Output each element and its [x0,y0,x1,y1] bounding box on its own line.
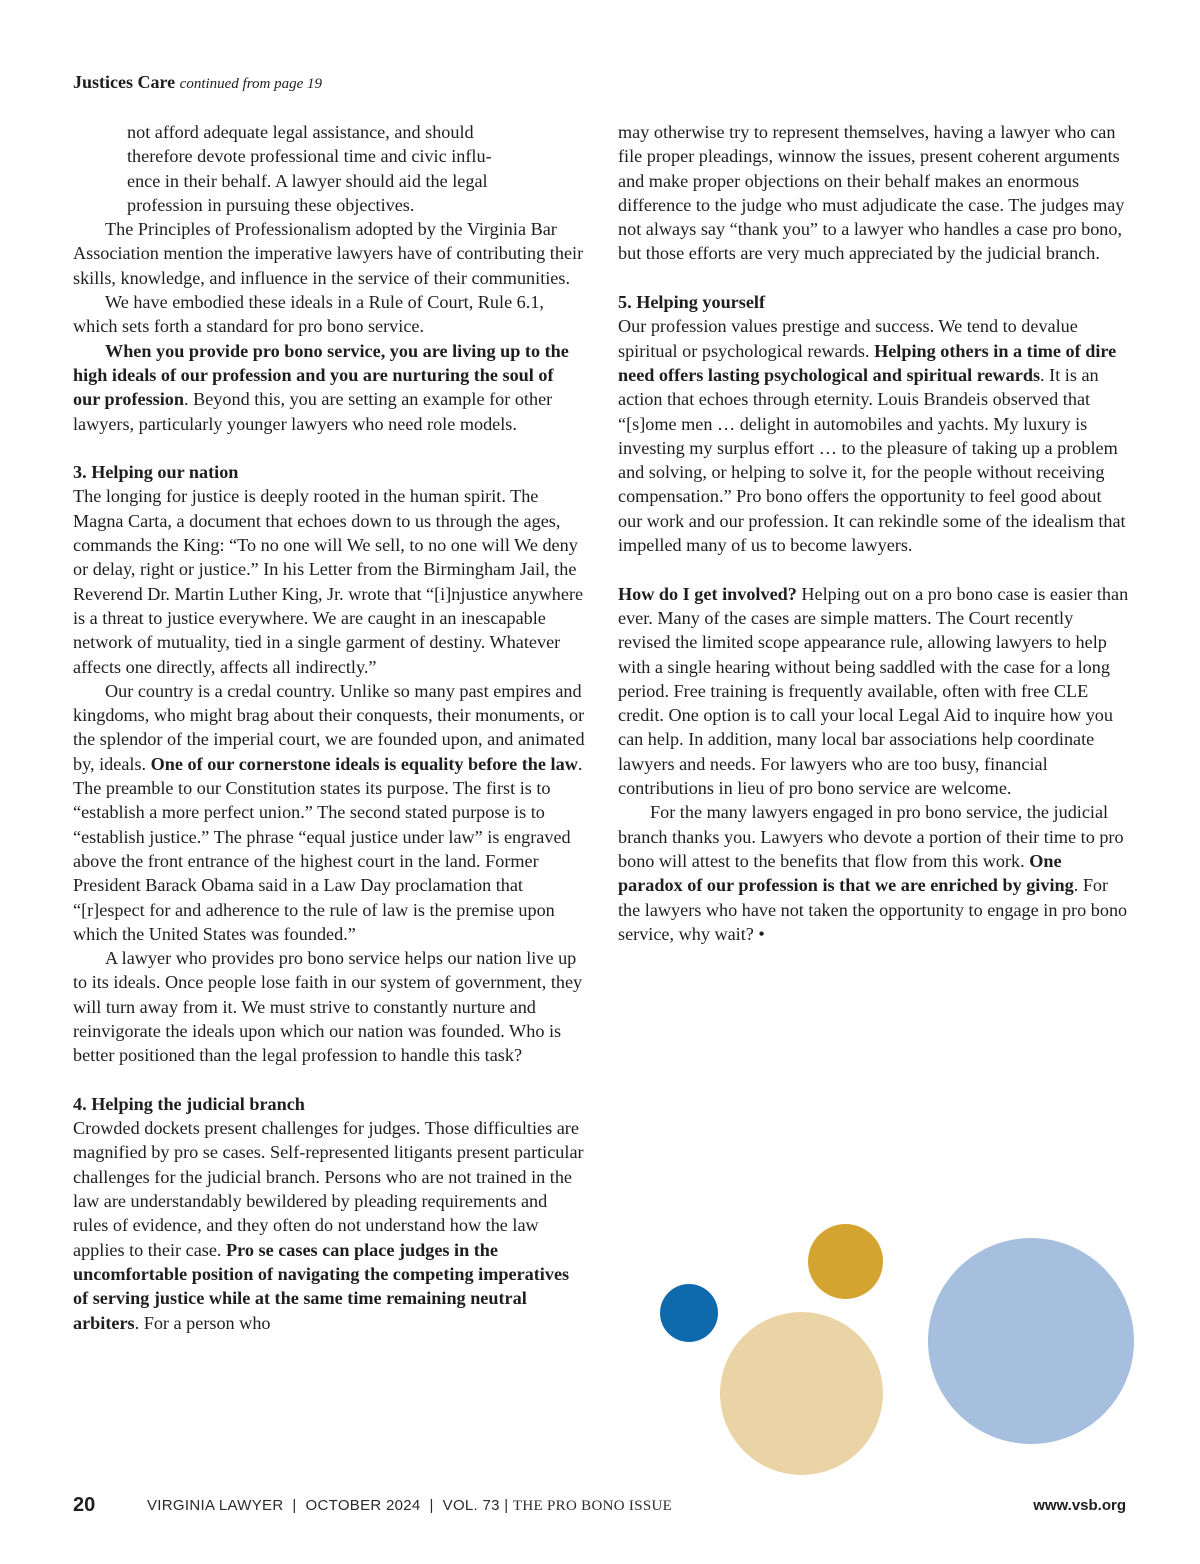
decorative-circle-blue [660,1284,718,1342]
paragraph-text: Our profession values prestige and success. We tend to devalue spiritual or psychological rewards. [618,316,1078,361]
quote-line: not afford adequate legal assistance, and should [127,122,474,142]
quote-line: profession in pursuing these objectives. [127,194,415,215]
section-heading-yourself: 5. Helping yourself [618,292,766,313]
paragraph-text: . For a person who [134,1312,271,1333]
paragraph-text: Crowded dockets present challenges for judges. Those difficulties are magnified by pro se cases. Self-represented litigants present particular challenges for the judicial branch. Persons who are not trained in the law are understandably bewildered by pleading requirements and rules of evidence, and they often do not understand how the law applies to their case. [73,1118,584,1260]
quote-line: ence in their behalf. A lawyer should aid the legal [127,170,488,191]
bold-emphasis: Pro se cases can place judges in the uncomfortable position of navigating the competing imperatives of serving justice while at the same time remaining neutral arbiters [73,1239,570,1333]
paragraph-yourself [618,314,1130,557]
left-column [73,120,585,1335]
decorative-circle-light-blue [928,1238,1134,1444]
paragraph-principles: The Principles of Professionalism adopted by the Virginia Bar Association mention the imperative lawyers have of contributing their skills, knowledge, and influence in the service of their communities. [73,219,584,288]
decorative-circle-tan [720,1312,883,1475]
paragraph-text: . It is an action that echoes through eternity. Louis Brandeis observed that “[s]ome men … delight in automobiles and yachts. My luxury is investing my surplus effort … to the pleasure of taking up a problem and solving, or helping to solve it, for the people without receiving compensation.” Pro bono offers the opportunity to feel good about our work and our profession. It can rekindle some of the idealism that impelled many of us to become lawyers. [618,364,1126,556]
article-title: Justices Care [73,72,176,92]
paragraph-nation-1: The longing for justice is deeply rooted in the human spirit. The Magna Carta, a document that echoes down to us through the ages, commands the King: “To no one will We sell, to no one will We deny or delay, right or justice.” In his Letter from the Birmingham Jail, the Reverend Dr. Martin Luther King, Jr. wrote that “[i]njustice anywhere is a threat to justice everywhere. We are caught in an inescapable network of mutuality, tied in a single garment of destiny. Whatever affects one directly, affects all indirectly.” [73,486,584,677]
publication-info [147,1497,672,1515]
website-link[interactable]: www.vsb.org [1033,1497,1126,1514]
running-head [73,70,322,96]
paragraph-nation-2 [73,679,585,946]
paragraph-text: Our country is a credal country. Unlike so many past empires and kingdoms, who might brag about their conquests, their monuments, or the splendor of the imperial court, we are founded upon, and animated by, ideals. [73,680,585,774]
page-footer [0,1494,1200,1518]
paragraph-judicial [73,1116,585,1335]
bold-emphasis: When you provide pro bono service, you are living up to the high ideals of our profession and you are nurturing the soul of our profession [73,340,569,410]
paragraph-rule: We have embodied these ideals in a Rule of Court, Rule 6.1, which sets forth a standard for pro bono service. [73,292,544,337]
paragraph-living-up [73,339,585,436]
paragraph-judicial-cont: may otherwise try to represent themselves, having a lawyer who can file proper pleadings, winnow the issues, present coherent arguments and make proper objections on their behalf makes an enormous difference to the judge who must adjudicate the case. The judges may not always say “thank you” to a lawyer who handles a case pro bono, but those efforts are very much appreciated by the judicial branch. [618,122,1125,264]
section-heading-nation: 3. Helping our nation [73,462,239,483]
quoted-rule-block [73,120,585,217]
page-number: 20 [73,1494,96,1516]
bold-emphasis: One of our cornerstone ideals is equality before the law [150,753,578,774]
bold-emphasis: Helping others in a time of dire need offers lasting psychological and spiritual rewards [618,340,1117,385]
paragraph-nation-3: A lawyer who provides pro bono service helps our nation live up to its ideals. Once people lose faith in our system of government, they will turn away from it. We must strive to constantly nurture and reinvigorate the ideals upon which our nation was founded. Who is better positioned than the legal profession to handle this task? [73,948,583,1066]
bold-emphasis: One paradox of our profession is that we are enriched by giving [618,850,1074,896]
right-column [618,120,1130,946]
paragraph-text: For the many lawyers engaged in pro bono service, the judicial branch thanks you. Lawyers who devote a portion of their time to pro bono will attest to the benefits that flow from this work. [618,802,1124,871]
decorative-circle-gold [808,1224,883,1299]
quote-line: therefore devote professional time and civic influ- [127,146,492,167]
section-heading-judicial: 4. Helping the judicial branch [73,1093,305,1114]
paragraph-text: . Beyond this, you are setting an example for other lawyers, particularly younger lawyers who need role models. [73,389,553,434]
bold-lead-in: How do I get involved? [618,583,797,604]
paragraph-text: . For the lawyers who have not taken the opportunity to engage in pro bono service, why wait? • [618,875,1128,944]
continued-note: continued from page 19 [179,76,322,92]
paragraph-text: . The preamble to our Constitution states its purpose. The first is to “establish a more perfect union.” The second stated purpose is to “establish justice.” The phrase “equal justice under law” is engraved above the front entrance of the highest court in the land. Former President Barack Obama said in a Law Day proclamation that “[r]espect for and adherence to the rule of law is the premise upon which the United States was founded.” [73,753,583,944]
issue-name: THE PRO BONO ISSUE [512,1498,673,1514]
publication-name: VIRGINIA LAWYER | OCTOBER 2024 | VOL. 73 | [147,1497,513,1514]
paragraph-text: Helping out on a pro bono case is easier than ever. Many of the cases are simple matters. The Court recently revised the limited scope appearance rule, allowing lawyers to help with a single hearing without being saddled with the case for a long period. Free training is frequently available, often with free CLE credit. One option is to call your local Legal Aid to inquire how you can help. In addition, many local bar associations help coordinate lawyers and needs. For lawyers who are too busy, financial contributions in lieu of pro bono service are welcome. [618,583,1129,799]
paragraph-involved [618,582,1130,801]
paragraph-final [618,800,1130,946]
